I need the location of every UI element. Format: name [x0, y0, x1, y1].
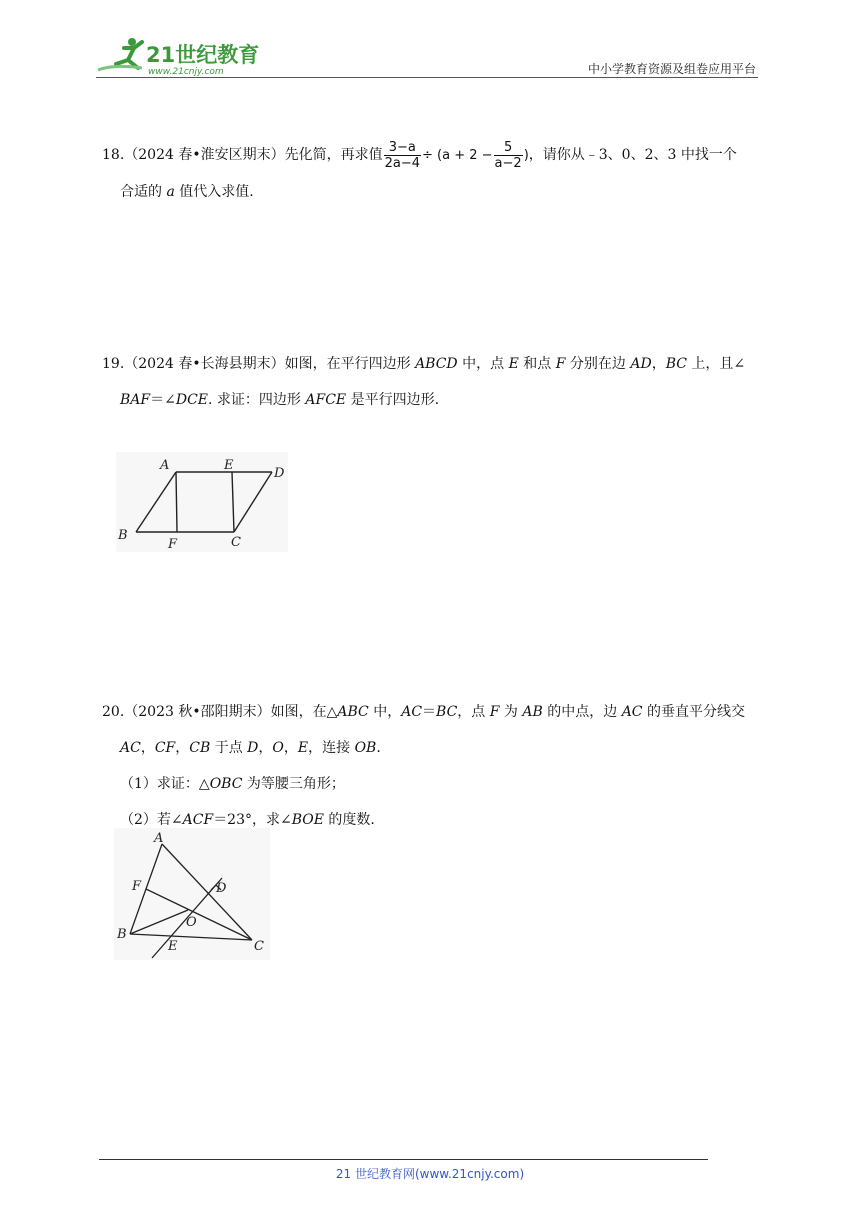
q20-part-1: （1）求证：△OBC 为等腰三角形； [120, 776, 345, 792]
label-D: D [216, 881, 227, 896]
label-B: B [118, 528, 128, 543]
site-logo [94, 34, 264, 78]
label-C: C [231, 535, 241, 550]
q20-part-2: （2）若∠ACF＝23°，求∠BOE 的度数. [120, 812, 375, 828]
q19-parallelogram-figure [116, 452, 288, 552]
label-F: F [168, 537, 178, 552]
q18-line-1: 18.（2024 春•淮安区期末）先化简，再求值 $\frac{3-a}{2a-4}$ ÷ (a + 2 − $\frac{5}{a-2}$ )，请你从﹣3、0、2、3 中找一个 [102, 139, 737, 171]
question-20 [102, 694, 772, 838]
fraction-1: $\frac{3-a}{2a-4}$ [384, 139, 421, 171]
header-divider [96, 77, 758, 78]
footer-divider [99, 1159, 708, 1160]
label-B: B [117, 927, 127, 942]
label-F: F [132, 879, 142, 894]
question-19 [102, 346, 772, 418]
label-E: E [224, 458, 234, 473]
header-platform-title: 中小学教育资源及组卷应用平台 [587, 62, 756, 76]
label-D: D [274, 466, 285, 481]
q19-line-1: 19.（2024 春•长海县期末）如图，在平行四边形 ABCD 中，点 E 和点 F 分别在边 AD，BC 上，且∠ [102, 356, 746, 372]
logo-text: 21世纪教育 [146, 43, 260, 67]
label-A: A [154, 831, 164, 846]
q20-line-1: 20.（2023 秋•邵阳期末）如图，在△ABC 中，AC＝BC，点 F 为 AB 的中点，边 AC 的垂直平分线交 [102, 704, 745, 720]
q20-triangle-figure [114, 828, 270, 960]
label-C: C [254, 939, 264, 954]
footer-link[interactable]: 21 世纪教育网(www.21cnjy.com) [335, 1167, 525, 1181]
logo-url: www.21cnjy.com [148, 67, 224, 77]
label-O: O [186, 915, 197, 930]
label-A: A [160, 458, 170, 473]
question-18 [102, 137, 772, 210]
label-E: E [168, 939, 178, 954]
q20-line-2: AC，CF，CB 于点 D，O，E，连接 OB. [120, 740, 381, 756]
q19-line-2: BAF＝∠DCE. 求证：四边形 AFCE 是平行四边形. [120, 392, 440, 408]
q18-line-2: 合适的 a 值代入求值. [120, 184, 254, 200]
fraction-2: $\frac{5}{a-2}$ [494, 139, 522, 171]
